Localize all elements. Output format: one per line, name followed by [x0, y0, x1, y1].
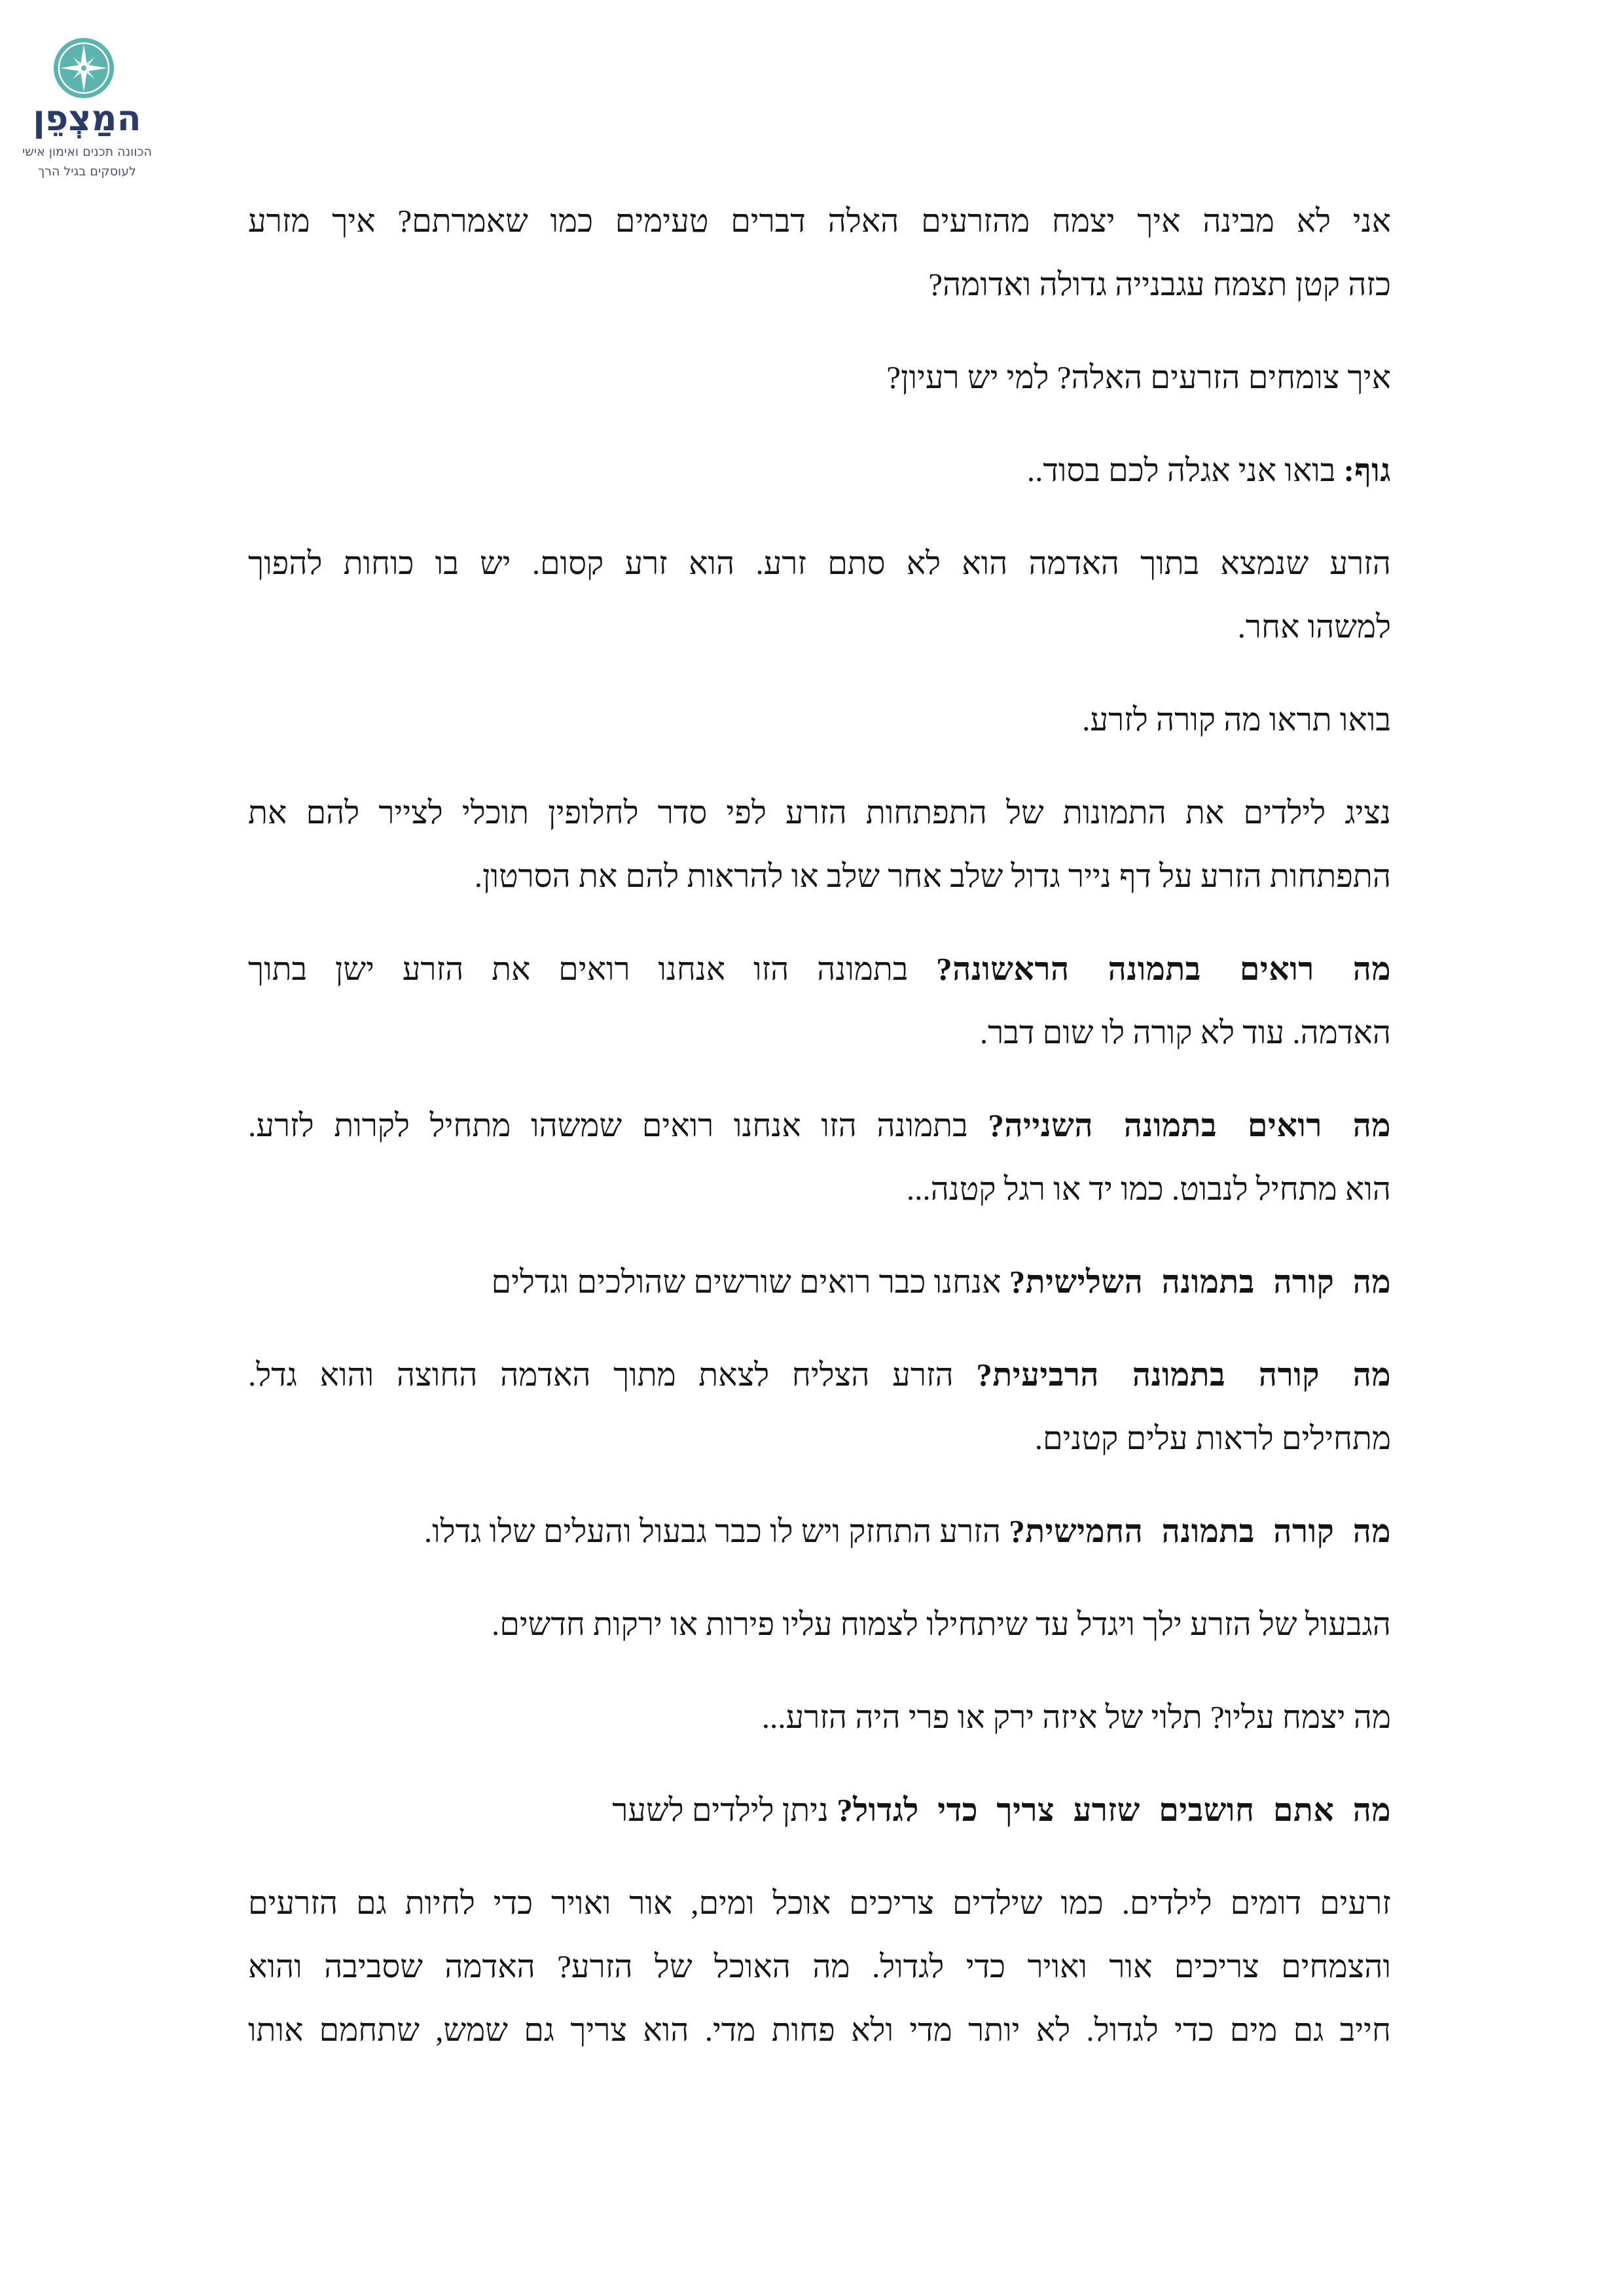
text-line: התפתחות הזרע על דף נייר גדול שלב אחר שלב או להראות להם את הסרטון.: [474, 858, 1391, 894]
paragraph: [248, 1685, 1391, 1749]
text-line: [248, 439, 1391, 502]
line-text: בתמונה הזו אנחנו רואים את הזרע ישן בתוך: [248, 951, 909, 987]
paragraph: [248, 1499, 1391, 1563]
text-line: [248, 1499, 1391, 1563]
text-line: נציג לילדים את התמונות של התפתחות הזרע לפי סדר לחלופין תוכלי לצייר להם את: [248, 795, 1391, 831]
paragraph: [248, 1250, 1391, 1314]
text-line: והצמחים צריכים אור ואויר כדי לגדול. מה האוכל של הזרע? האדמה שסביבה והוא: [248, 1948, 1391, 1984]
text-line: בואו תראו מה קורה לזרע.: [1082, 702, 1391, 738]
paragraph: [248, 439, 1391, 502]
paragraph: [248, 1343, 1391, 1470]
text-line: מה יצמח עליו? תלוי של איזה ירק או פרי היה הזרע...: [761, 1699, 1391, 1735]
bold-lead: מה אתם חושבים שזרע צריך כדי לגדול?: [837, 1792, 1391, 1828]
bold-lead: מה רואים בתמונה השנייה?: [988, 1107, 1391, 1143]
bold-lead: מה קורה בתמונה השלישית?: [1009, 1264, 1391, 1300]
text-line: [248, 1250, 1391, 1314]
paragraph: [248, 1778, 1391, 1842]
paragraph: [248, 1592, 1391, 1656]
line-text: הזרע הצליח לצאת מתוך האדמה החוצה והוא גדל.: [248, 1357, 954, 1393]
logo-name: המַצְפֵן: [33, 98, 141, 139]
logo-tagline-secondary: לעוסקים בגיל הרך: [38, 164, 136, 179]
text-line: [248, 1094, 1391, 1157]
compass-rose-icon: [52, 37, 115, 99]
bold-lead: מה קורה בתמונה החמישית?: [1009, 1513, 1391, 1549]
text-line: איך צומחים הזרעים האלה? למי יש רעיון?: [886, 359, 1391, 395]
paragraph: [248, 189, 1391, 316]
line-text: בואו אני אגלה לכם בסוד..: [1026, 452, 1336, 488]
document-body: [248, 189, 1391, 2091]
paragraph: [248, 1871, 1391, 2062]
paragraph: [248, 531, 1391, 658]
text-line: הזרע שנמצא בתוך האדמה הוא לא סתם זרע. הוא זרע קסום. יש בו כוחות להפוך: [248, 545, 1391, 581]
bold-lead: גוף:: [1343, 452, 1391, 488]
logo-tagline: הכוונה תכנים ואימון אישי: [22, 145, 152, 159]
text-line: למשהו אחר.: [1237, 609, 1391, 645]
text-line: הוא מתחיל לנבוט. כמו יד או רגל קטנה...: [906, 1171, 1391, 1207]
text-line: [248, 1778, 1391, 1842]
line-text: ניתן לילדים לשער: [612, 1792, 829, 1828]
text-line: [248, 937, 1391, 1001]
text-line: כזה קטן תצמח עגבנייה גדולה ואדומה?: [928, 266, 1391, 302]
line-text: אנחנו כבר רואים שורשים שהולכים וגדלים: [491, 1264, 1001, 1300]
logo: [0, 0, 177, 190]
text-line: [248, 1343, 1391, 1407]
paragraph: [248, 688, 1391, 751]
text-line: אני לא מבינה איך יצמח מהזרעים האלה דברים טעימים כמו שאמרתם? איך מזרע: [248, 203, 1391, 239]
paragraph: [248, 346, 1391, 409]
paragraph: [248, 781, 1391, 908]
text-line: האדמה. עוד לא קורה לו שום דבר.: [979, 1014, 1391, 1050]
text-line: זרעים דומים לילדים. כמו שילדים צריכים אוכל ומים, אור ואויר כדי לחיות גם הזרעים: [248, 1885, 1391, 1921]
text-line: חייב גם מים כדי לגדול. לא יותר מדי ולא פחות מדי. הוא צריך גם שמש, שתחמם אותו: [248, 2012, 1391, 2048]
paragraph: [248, 1094, 1391, 1221]
line-text: הזרע התחזק ויש לו כבר גבעול והעלים שלו גדלו.: [424, 1513, 1001, 1549]
line-text: בתמונה הזו אנחנו רואים שמשהו מתחיל לקרות לזרע.: [248, 1107, 968, 1143]
text-line: מתחילים לראות עלים קטנים.: [1034, 1420, 1391, 1456]
paragraph: [248, 937, 1391, 1064]
bold-lead: מה רואים בתמונה הראשונה?: [936, 951, 1392, 987]
bold-lead: מה קורה בתמונה הרביעית?: [976, 1357, 1392, 1393]
text-line: הגבעול של הזרע ילך ויגדל עד שיתחילו לצמוח עליו פירות או ירקות חדשים.: [492, 1606, 1391, 1642]
